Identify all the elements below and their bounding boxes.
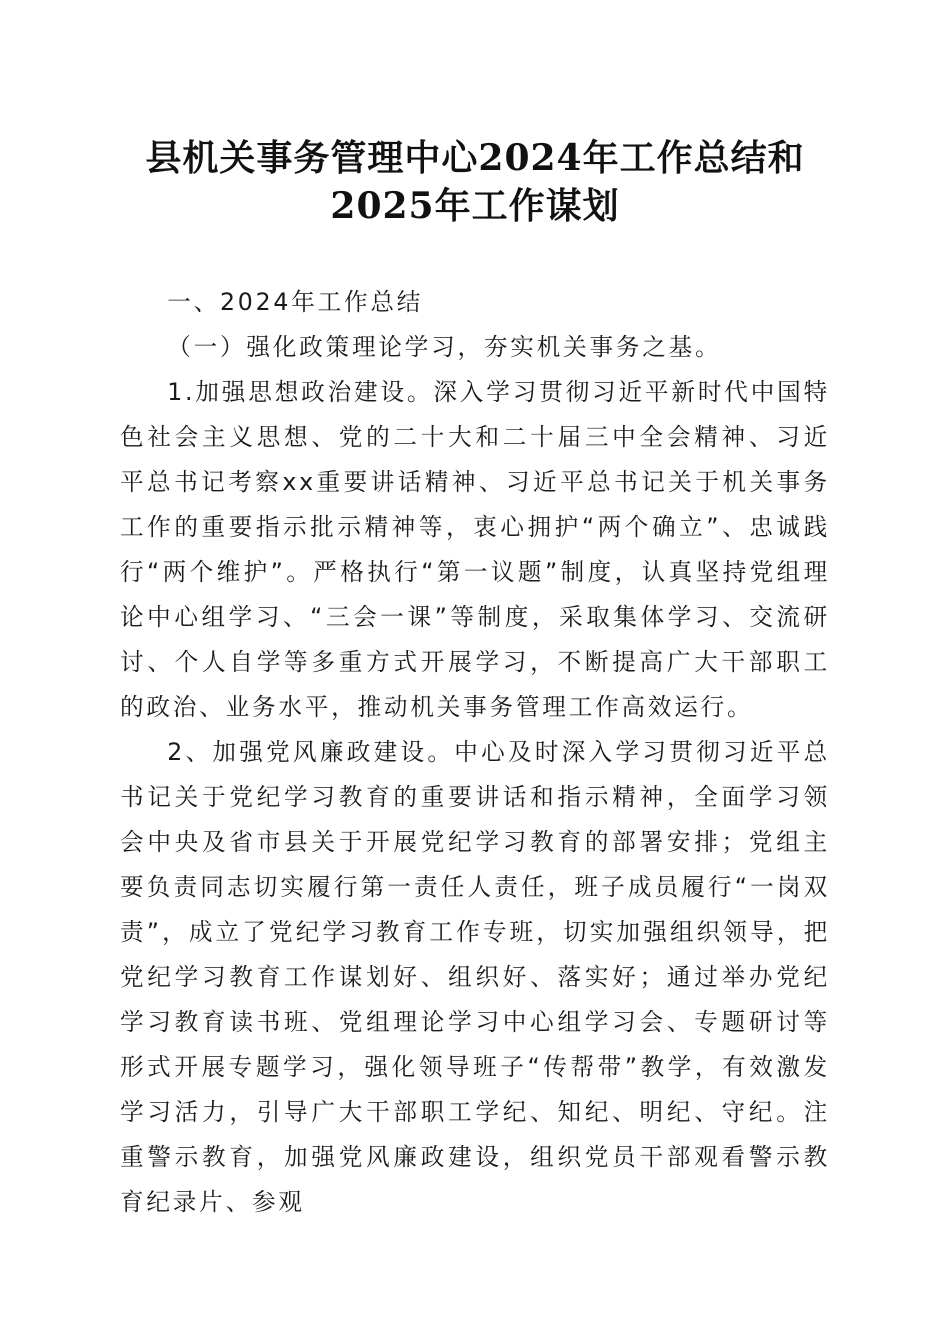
- document-body: [120, 280, 830, 1225]
- subsection-heading: （一）强化政策理论学习，夯实机关事务之基。: [167, 333, 722, 361]
- document-title: 县机关事务管理中心2024年工作总结和2025年工作谋划: [145, 137, 805, 227]
- paragraph: 2、加强党风廉政建设。中心及时深入学习贯彻习近平总书记关于党纪学习教育的重要讲话和指示精神，全面学习领会中央及省市县关于开展党纪学习教育的部署安排；党组主要负责同志切实履行第一责任人责任，班子成员履行“一岗双责”，成立了党纪学习教育工作专班，切实加强组织领导，把党纪学习教育工作谋划好、组织好、落实好；通过举办党纪学习教育读书班、党组理论学习中心组学习会、专题研讨等形式开展专题学习，强化领导班子“传帮带”教学，有效激发学习活力，引导广大干部职工学纪、知纪、明纪、守纪。注重警示教育，加强党风廉政建设，组织党员干部观看警示教育纪录片、参观: [120, 738, 830, 1216]
- section-heading: 一、2024年工作总结: [167, 288, 424, 316]
- paragraph: 1.加强思想政治建设。深入学习贯彻习近平新时代中国特色社会主义思想、党的二十大和二十届三中全会精神、习近平总书记考察xx重要讲话精神、习近平总书记关于机关事务工作的重要指示批示精神等，衷心拥护“两个确立”、忠诚践行“两个维护”。严格执行“第一议题”制度，认真坚持党组理论中心组学习、“三会一课”等制度，采取集体学习、交流研讨、个人自学等多重方式开展学习，不断提高广大干部职工的政治、业务水平，推动机关事务管理工作高效运行。: [120, 378, 830, 721]
